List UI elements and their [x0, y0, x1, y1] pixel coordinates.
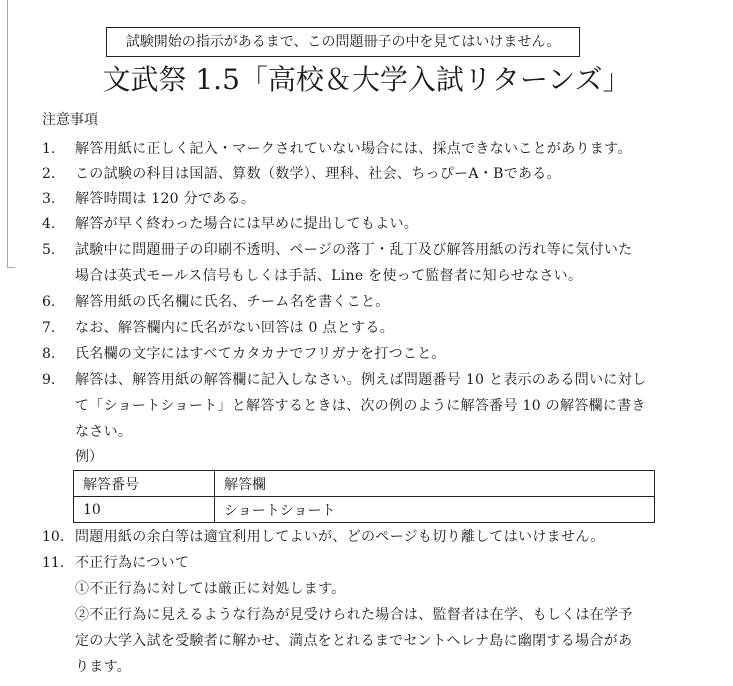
table-header-row — [74, 471, 655, 497]
item-number: 11. — [42, 555, 65, 571]
document-margin-mark — [7, 0, 8, 268]
item-text: 問題用紙の余白等は適宜利用してよいが、どのページも切り離してはいけません。 — [75, 529, 605, 545]
header-answer-field: 解答欄 — [215, 471, 655, 497]
cell-answer-field: ショートショート — [215, 497, 655, 523]
item-text: なさい。 — [75, 424, 133, 440]
item-text: 場合は英式モールス信号もしくは手話、Line を使って監督者に知らせなさい。 — [75, 268, 583, 284]
item-number: 4. — [42, 216, 56, 232]
item-text: て「ショートショート」と解答するときは、次の例のように解答番号 10 の解答欄に書き — [75, 398, 646, 414]
table-row — [74, 497, 655, 523]
exam-notice-box — [106, 27, 580, 57]
item-number: 7. — [42, 320, 56, 336]
example-answer-table — [73, 470, 655, 523]
item-number: 5. — [42, 242, 56, 258]
cell-answer-number: 10 — [74, 497, 215, 523]
item-number: 3. — [42, 191, 56, 207]
misconduct-line: 定の大学入試を受験者に解かせ、満点をとれるまでセントヘレナ島に幽閉する場合があ — [75, 633, 633, 649]
exam-notice-text: 試験開始の指示があるまで、この問題冊子の中を見てはいけません。 — [125, 34, 561, 50]
item-text: 不正行為について — [75, 555, 190, 571]
item-text: なお、解答欄内に氏名がない回答は 0 点とする。 — [75, 320, 395, 336]
item-text: この試験の科目は国語、算数（数学）、理科、社会、ちっぴーA・Bである。 — [75, 166, 561, 182]
item-text: 解答用紙に正しく記入・マークされていない場合には、採点できないことがあります。 — [75, 141, 632, 157]
item-number: 2. — [42, 166, 56, 182]
item-number: 10. — [42, 529, 65, 545]
item-text: 解答は、解答用紙の解答欄に記入しなさい。例えば問題番号 10 と表示のある問いに対し — [75, 372, 647, 388]
item-text: 解答時間は 120 分である。 — [75, 191, 256, 207]
item-number: 9. — [42, 372, 56, 388]
item-number: 8. — [42, 346, 56, 362]
item-text: 解答が早く終わった場合には早めに提出してもよい。 — [75, 216, 419, 232]
caution-heading: 注意事項 — [42, 112, 98, 128]
item-text: 氏名欄の文字にはすべてカタカナでフリガナを打つこと。 — [75, 346, 446, 362]
item-text: 解答用紙の氏名欄に氏名、チーム名を書くこと。 — [75, 294, 390, 310]
misconduct-line: ①不正行為に対しては厳正に対処します。 — [75, 581, 346, 597]
misconduct-line: ②不正行為に見えるような行為が見受けられた場合は、監督者は在学、もしくは在学予 — [75, 607, 633, 623]
example-label: 例） — [75, 449, 103, 465]
item-number: 1. — [42, 141, 56, 157]
misconduct-line: ります。 — [75, 659, 132, 675]
item-number: 6. — [42, 294, 56, 310]
document-title: 文武祭 1.5「高校＆大学入試リターンズ」 — [102, 63, 631, 96]
item-text: 試験中に問題冊子の印刷不透明、ページの落丁・乱丁及び解答用紙の汚れ等に気付いた — [75, 242, 633, 258]
header-answer-number: 解答番号 — [74, 471, 215, 497]
